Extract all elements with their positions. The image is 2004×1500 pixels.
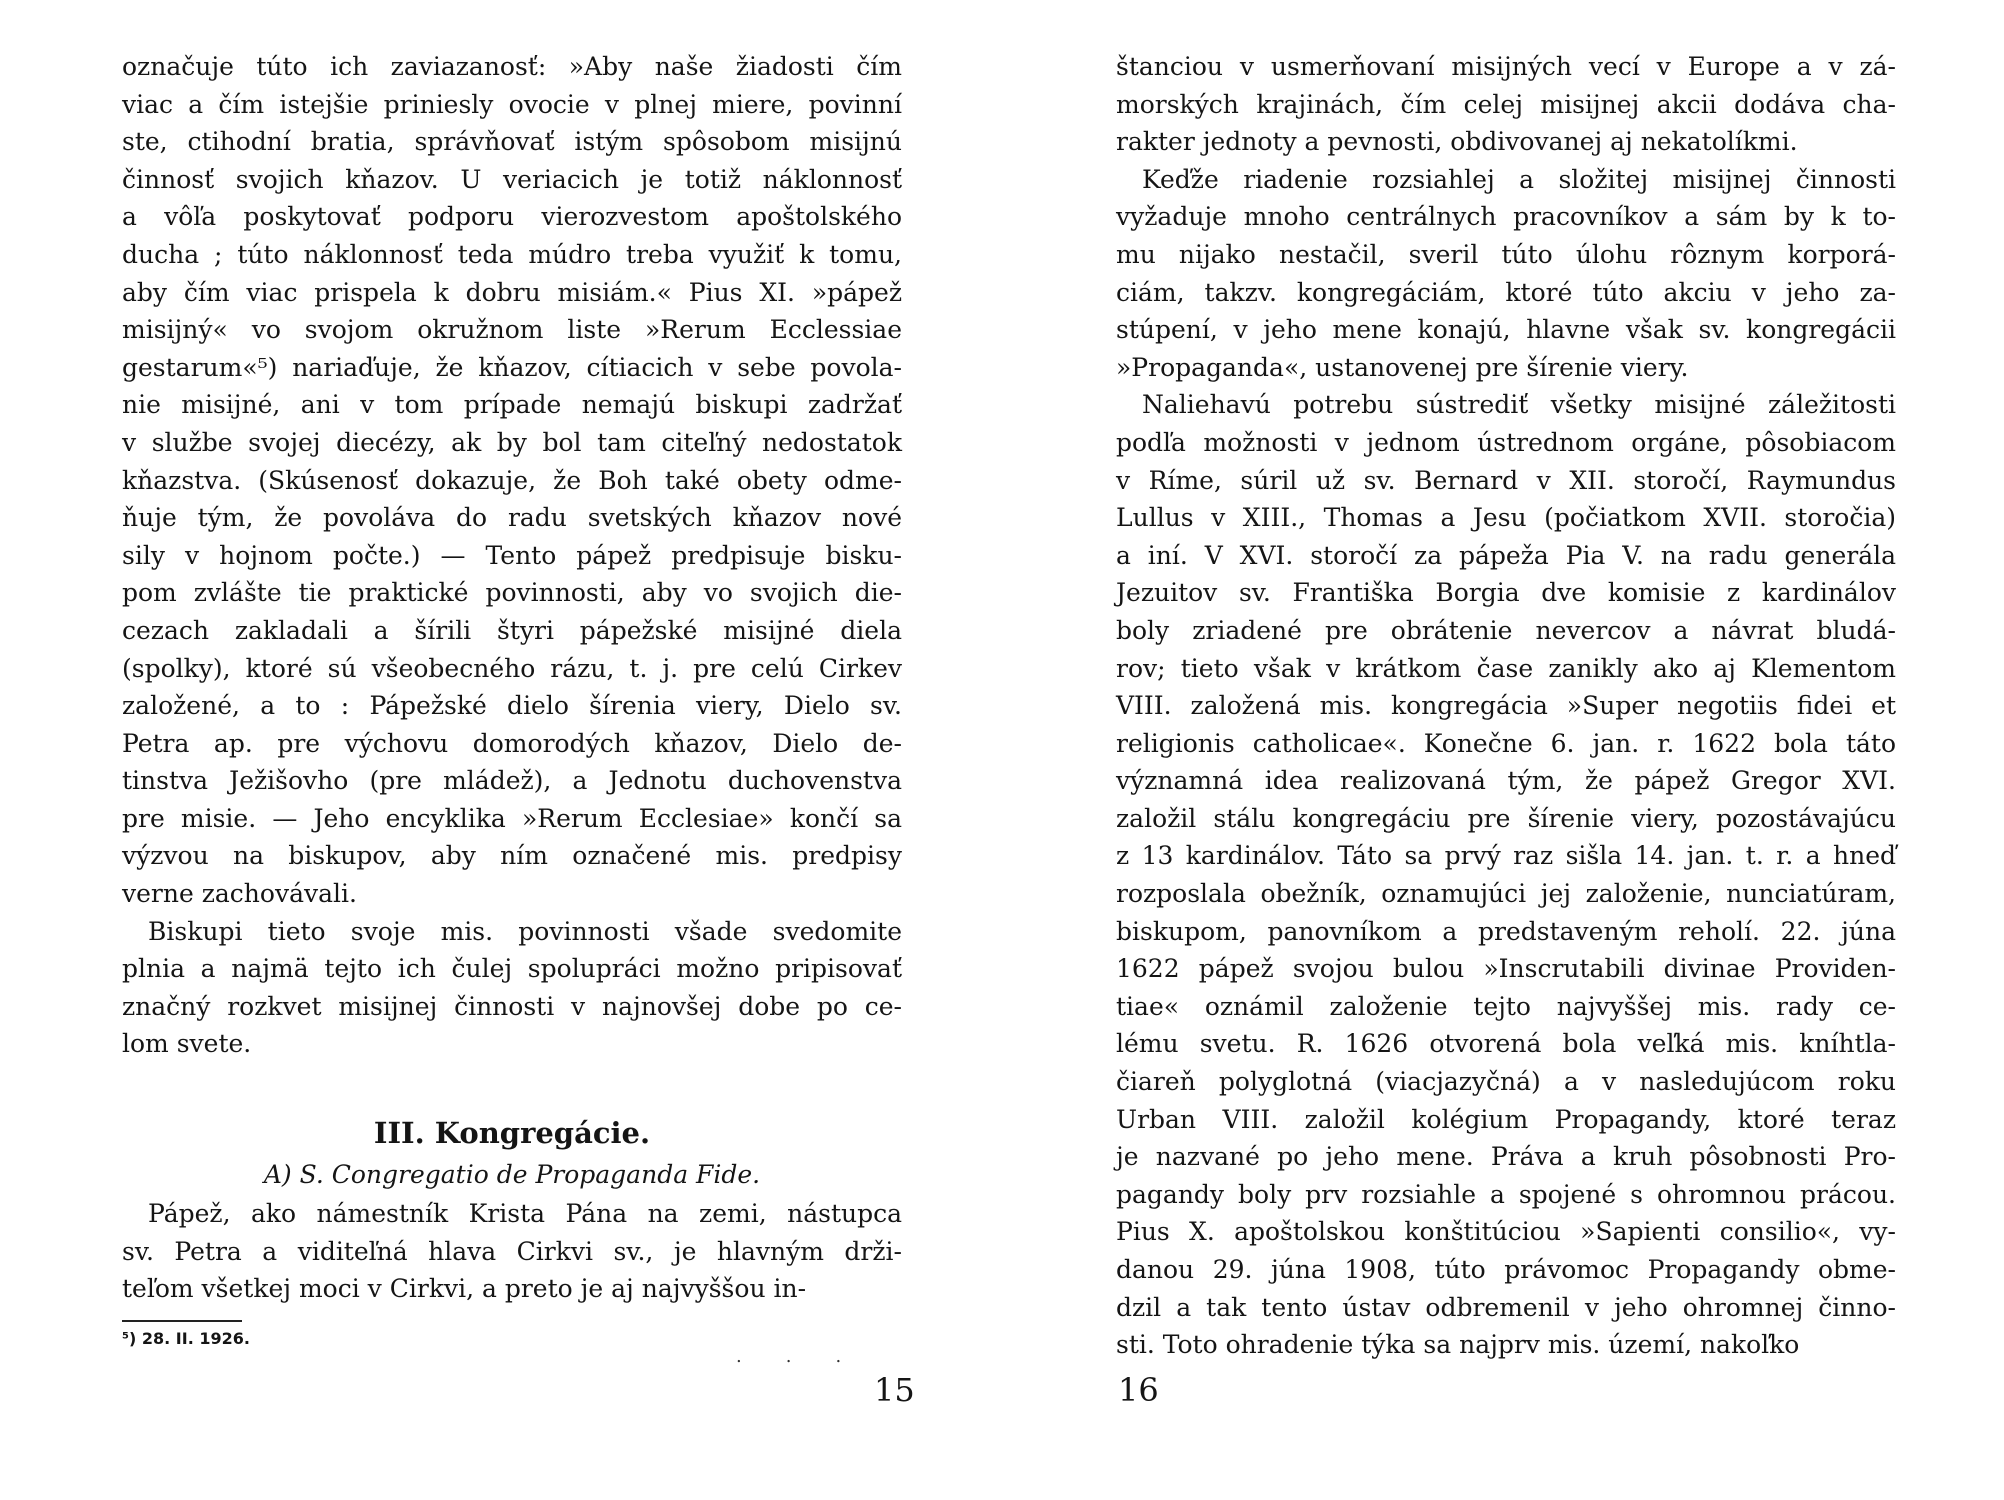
text-line: rov; tieto však v krátkom čase zanikly ako aj Klementom — [1116, 653, 1896, 683]
right-paragraph-2 — [1116, 161, 1896, 387]
text-line: stúpení, v jeho mene konajú, hlavne však sv. kongregácii — [1116, 315, 1896, 345]
page-number-right: 16 — [1118, 1371, 1159, 1409]
footnote-divider — [122, 1320, 242, 1322]
text-line: verne zachovávali. — [122, 879, 357, 909]
text-line: teľom všetkej moci v Cirkvi, a preto je aj najvyššou in- — [122, 1274, 807, 1304]
text-line: biskupom, panovníkom a predstaveným reholí. 22. júna — [1116, 916, 1896, 946]
text-line: v Ríme, súril už sv. Bernard v XII. storočí, Raymundus — [1116, 465, 1896, 495]
text-line: danou 29. júna 1908, túto právomoc Propagandy obme- — [1116, 1255, 1896, 1284]
text-line: a vôľa poskytovať podporu vierozvestom apoštolského — [122, 202, 902, 232]
text-line: cezach zakladali a šírili štyri pápežské misijné diela — [122, 615, 902, 645]
left-paragraph-2 — [122, 913, 902, 1063]
text-line: podľa možnosti v jednom ústrednom orgáne, pôsobiacom — [1116, 427, 1896, 457]
text-line: sily v hojnom počte.) — Tento pápež predpisuje bisku- — [122, 540, 902, 570]
text-line: religionis catholicae«. Konečne 6. jan. r. 1622 bola táto — [1116, 728, 1896, 758]
section-heading: III. Kongregácie. — [373, 1116, 651, 1151]
text-line: VIII. založená mis. kongregácia »Super negotiis fidei et — [1116, 691, 1896, 721]
text-line: výzvou na biskupov, aby ním označené mis. predpisy — [122, 841, 902, 871]
text-line: kňazstva. (Skúsenosť dokazuje, že Boh také obety odme- — [122, 465, 902, 495]
text-line: je nazvané po jeho mene. Práva a kruh pôsobnosti Pro- — [1116, 1142, 1896, 1172]
text-line: dzil a tak tento ústav odbremenil v jeho ohromnej činno- — [1116, 1292, 1896, 1322]
text-line: označuje túto ich zaviazanosť: »Aby naše žiadosti čím — [122, 52, 902, 81]
section-subheading: A) S. Congregatio de Propaganda Fide. — [263, 1160, 761, 1190]
footnote: ⁵) 28. II. 1926. — [122, 1328, 250, 1348]
text-line: Lullus v XIII., Thomas a Jesu (počiatkom XVII. storočia) — [1116, 503, 1896, 533]
text-line: významná idea realizovaná tým, že pápež Gregor XVI. — [1116, 766, 1896, 796]
text-line: Petra ap. pre výchovu domorodých kňazov, Dielo de- — [122, 728, 902, 758]
text-line: gestarum«⁵) nariaďuje, že kňazov, cítiacich v sebe povola- — [122, 352, 902, 382]
text-line: Naliehavú potrebu sústrediť všetky misijné záležitosti — [1142, 390, 1896, 420]
text-line: lom svete. — [122, 1029, 252, 1059]
text-line: sti. Toto ohradenie týka sa najprv mis. území, nakoľko — [1116, 1330, 1800, 1360]
text-line: morských krajinách, čím celej misijnej akcii dodáva cha- — [1116, 89, 1896, 119]
text-line: Pápež, ako námestník Krista Pána na zemi, nástupca — [148, 1199, 902, 1229]
text-line: čiareň polyglotná (viacjazyčná) a v nasledujúcom roku — [1116, 1067, 1896, 1097]
right-text-column — [1116, 48, 1896, 1364]
text-line: pagandy boly prv rozsiahle a spojené s ohromnou prácou. — [1116, 1179, 1896, 1209]
text-line: viac a čím istejšie priniesly ovocie v plnej miere, povinní — [122, 89, 902, 119]
text-line: Biskupi tieto svoje mis. povinnosti všade svedomite — [148, 916, 902, 946]
scan-specks: ... — [736, 1346, 886, 1367]
text-line: tiae« oznámil založenie tejto najvyššej mis. rady ce- — [1116, 991, 1896, 1021]
text-line: založil stálu kongregáciu pre šírenie viery, pozostávajúcu — [1116, 803, 1896, 833]
text-line: tinstva Ježišovho (pre mládež), a Jednotu duchovenstva — [122, 766, 902, 796]
right-paragraph-1 — [1116, 48, 1896, 161]
text-line: »Propaganda«, ustanovenej pre šírenie viery. — [1116, 352, 1689, 382]
text-line: misijný« vo svojom okružnom liste »Rerum Ecclessiae — [122, 315, 902, 345]
text-line: Keďže riadenie rozsiahlej a složitej misijnej činnosti — [1142, 164, 1896, 194]
text-line: Urban VIII. založil kolégium Propagandy, ktoré teraz — [1116, 1104, 1896, 1134]
text-line: boly zriadené pre obrátenie nevercov a návrat bludá- — [1116, 615, 1896, 645]
text-line: štanciou v usmerňovaní misijných vecí v Europe a v zá- — [1116, 52, 1896, 81]
text-line: nie misijné, ani v tom prípade nemajú biskupi zadržať — [122, 390, 902, 420]
text-line: ňuje tým, že povoláva do radu svetských kňazov nové — [122, 503, 902, 533]
text-line: a iní. V XVI. storočí za pápeža Pia V. na radu generála — [1116, 540, 1896, 570]
text-line: rakter jednoty a pevnosti, obdivovanej aj nekatolíkmi. — [1116, 127, 1798, 157]
text-line: mu nijako nestačil, sveril túto úlohu rôznym korporá- — [1116, 239, 1896, 269]
text-line: aby čím viac prispela k dobru misiám.« Pius XI. »pápež — [122, 277, 902, 307]
left-paragraph-3 — [122, 1195, 902, 1308]
page-number-left: 15 — [874, 1371, 915, 1409]
text-line: činnosť svojich kňazov. U veriacich je totiž náklonnosť — [122, 164, 902, 194]
right-paragraph-3 — [1116, 386, 1896, 1363]
right-page — [1002, 0, 2004, 1500]
text-line: 1622 pápež svojou bulou »Inscrutabili divinae Providen- — [1116, 954, 1896, 984]
text-line: Pius X. apoštolskou konštitúciou »Sapienti consilio«, vy- — [1116, 1217, 1896, 1247]
text-line: Jezuitov sv. Františka Borgia dve komisie z kardinálov — [1116, 578, 1896, 608]
text-line: plnia a najmä tejto ich čulej spolupráci možno pripisovať — [122, 954, 902, 984]
left-text-column — [122, 48, 902, 1352]
text-line: v službe svojej diecézy, ak by bol tam citeľný nedostatok — [122, 427, 902, 457]
text-line: (spolky), ktoré sú všeobecného rázu, t. j. pre celú Cirkev — [122, 653, 902, 683]
text-line: pre misie. — Jeho encyklika »Rerum Ecclesiae» končí sa — [122, 803, 902, 833]
text-line: sv. Petra a viditeľná hlava Cirkvi sv., je hlavným drži- — [122, 1236, 902, 1266]
text-line: rozposlala obežník, oznamujúci jej založenie, nunciatúram, — [1116, 879, 1896, 909]
text-line: pom zvlášte tie praktické povinnosti, aby vo svojich die- — [122, 578, 902, 608]
text-line: ste, ctihodní bratia, správňovať istým spôsobom misijnú — [122, 127, 902, 157]
text-line: ducha ; túto náklonnosť teda múdro treba využiť k tomu, — [122, 239, 902, 269]
section-gap — [122, 1063, 902, 1111]
left-paragraph-1 — [122, 48, 902, 913]
text-line: lému svetu. R. 1626 otvorená bola veľká mis. kníhtla- — [1116, 1029, 1896, 1059]
text-line: založené, a to : Pápežské dielo šírenia viery, Dielo sv. — [122, 691, 902, 721]
text-line: z 13 kardinálov. Táto sa prvý raz sišla 14. jan. t. r. a hneď — [1116, 841, 1896, 871]
text-line: značný rozkvet misijnej činnosti v najnovšej dobe po ce- — [122, 991, 902, 1021]
text-line: ciám, takzv. kongregáciám, ktoré túto akciu v jeho za- — [1116, 277, 1896, 307]
text-line: vyžaduje mnoho centrálnych pracovníkov a sám by k to- — [1116, 202, 1896, 232]
